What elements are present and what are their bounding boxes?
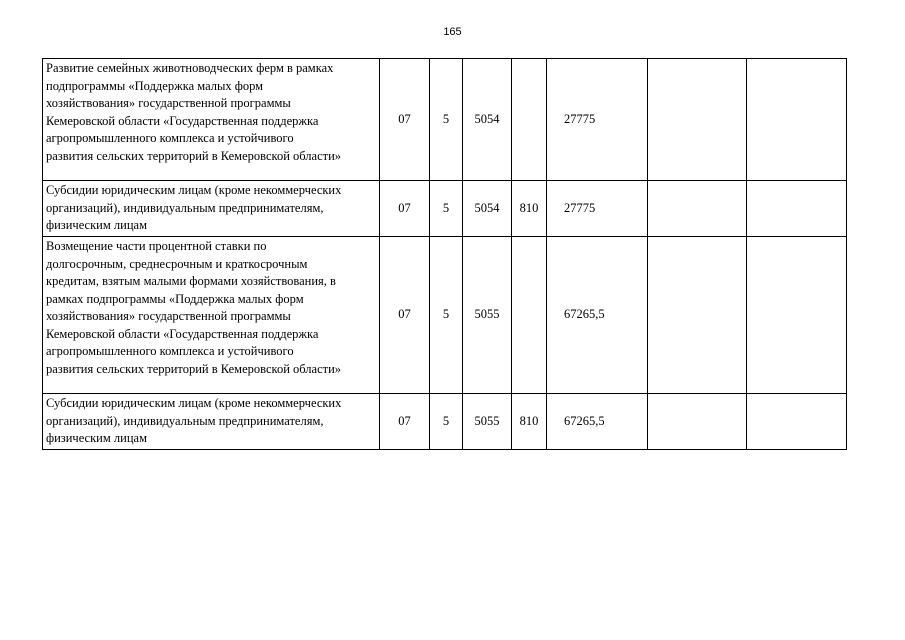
budget-table bbox=[42, 58, 847, 450]
empty-cell bbox=[747, 237, 847, 394]
expense-type-cell: 810 bbox=[512, 181, 547, 237]
row-name-line: Развитие семейных животноводческих ферм в рамках bbox=[46, 61, 334, 75]
expense-type-cell: 810 bbox=[512, 394, 547, 450]
table-row bbox=[43, 181, 847, 237]
table-row bbox=[43, 394, 847, 450]
target-article-cell: 5055 bbox=[463, 237, 512, 394]
row-name-line: подпрограммы «Поддержка малых форм bbox=[46, 78, 264, 93]
row-name-line: хозяйствования» государственной программы bbox=[46, 309, 291, 323]
row-name-line: Кемеровской области «Государственная поддержка bbox=[46, 113, 319, 128]
empty-cell bbox=[648, 59, 747, 181]
section-cell: 07 bbox=[380, 237, 430, 394]
subsection-cell: 5 bbox=[430, 237, 463, 394]
section-cell: 07 bbox=[380, 394, 430, 450]
row-name-line: кредитам, взятым малыми формами хозяйствования, в bbox=[46, 274, 336, 288]
expense-type-cell bbox=[512, 237, 547, 394]
row-name-line: долгосрочным, среднесрочным и краткосрочным bbox=[46, 256, 308, 271]
target-article-cell: 5054 bbox=[463, 181, 512, 237]
row-name-line: агропромышленного комплекса и устойчивого bbox=[46, 131, 294, 145]
row-name-cell bbox=[43, 59, 380, 181]
row-name-line: хозяйствования» государственной программы bbox=[46, 96, 291, 110]
row-name-cell bbox=[43, 181, 380, 237]
target-article-cell: 5055 bbox=[463, 394, 512, 450]
subsection-cell: 5 bbox=[430, 181, 463, 237]
section-cell: 07 bbox=[380, 181, 430, 237]
target-article-cell: 5054 bbox=[463, 59, 512, 181]
row-name-line: агропромышленного комплекса и устойчивого bbox=[46, 344, 294, 358]
row-name-line: Субсидии юридическим лицам (кроме некоммерческих bbox=[46, 183, 342, 197]
row-name-cell bbox=[43, 237, 380, 394]
page-number: 165 bbox=[443, 26, 462, 38]
row-name-line: организаций), индивидуальным предпринимателям, bbox=[46, 200, 324, 215]
empty-cell bbox=[747, 394, 847, 450]
amount-cell: 67265,5 bbox=[547, 237, 648, 394]
amount-cell: 27775 bbox=[547, 59, 648, 181]
row-name-cell bbox=[43, 394, 380, 450]
row-name-line: развития сельских территорий в Кемеровской области» bbox=[46, 361, 342, 376]
subsection-cell: 5 bbox=[430, 394, 463, 450]
row-name-line: развития сельских территорий в Кемеровской области» bbox=[46, 148, 342, 163]
row-name-line: Кемеровской области «Государственная поддержка bbox=[46, 326, 319, 341]
table-row bbox=[43, 59, 847, 181]
table-row bbox=[43, 237, 847, 394]
empty-cell bbox=[648, 237, 747, 394]
amount-cell: 67265,5 bbox=[547, 394, 648, 450]
subsection-cell: 5 bbox=[430, 59, 463, 181]
expense-type-cell bbox=[512, 59, 547, 181]
row-name-line: физическим лицам bbox=[46, 218, 147, 232]
empty-cell bbox=[747, 59, 847, 181]
row-name-line: Субсидии юридическим лицам (кроме некоммерческих bbox=[46, 396, 342, 410]
row-name-line: рамках подпрограммы «Поддержка малых форм bbox=[46, 291, 304, 306]
row-name-line: физическим лицам bbox=[46, 431, 147, 445]
empty-cell bbox=[648, 394, 747, 450]
amount-cell: 27775 bbox=[547, 181, 648, 237]
empty-cell bbox=[648, 181, 747, 237]
section-cell: 07 bbox=[380, 59, 430, 181]
row-name-line: организаций), индивидуальным предпринимателям, bbox=[46, 413, 324, 428]
row-name-line: Возмещение части процентной ставки по bbox=[46, 239, 267, 253]
empty-cell bbox=[747, 181, 847, 237]
